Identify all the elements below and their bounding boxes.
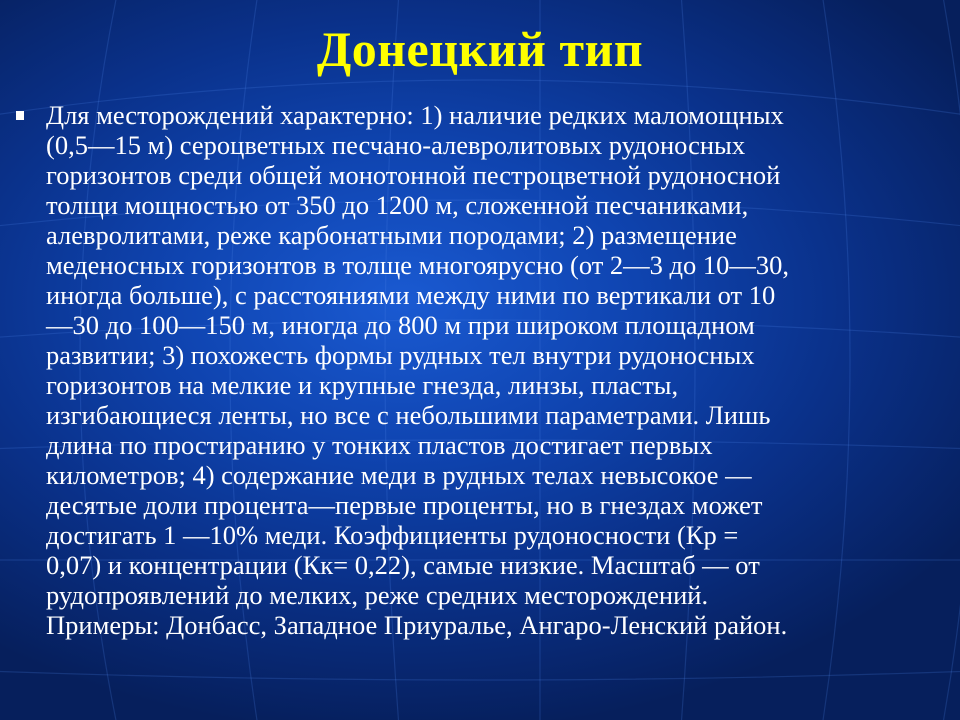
bullet-text: Для месторождений характерно: 1) наличие редких маломощных (0,5—15 м) сероцветных песчано-алевролитовых рудоносных горизонтов среди общей монотонной пестроцветной рудоносной толщи мощностью от 350 до 1200 м, сложенной песчаниками, алевролитами, реже карбонатными породами; 2) размещение меденосных горизонтов в толще многоярусно (от 2—3 до 10—30, иногда больше), с расстояниями между ними по вертикали от 10 —30 до 100—150 м, иногда до 800 м при широком площадном развитии; 3) похожесть формы рудных тел внутри рудоносных горизонтов на мелкие и крупные гнезда, линзы, пласты, изгибающиеся ленты, но все с небольшими параметрами. Лишь длина по простиранию у тонких пластов достигает первых километров; 4) содержание меди в рудных телах невысокое — десятые доли процента—первые проценты, но в гнездах может достигать 1 —10% меди. Коэффициенты рудоносности (Кр = 0,07) и концентрации (Кк= 0,22), самые низкие. Масштаб — от рудопроявлений до мелких, реже средних месторождений. Примеры: Донбасс, Западное Приуралье, Ангаро-Ленский район. <box>46 100 790 640</box>
slide-title: Донецкий тип <box>316 21 644 77</box>
square-bullet-icon <box>16 111 24 120</box>
